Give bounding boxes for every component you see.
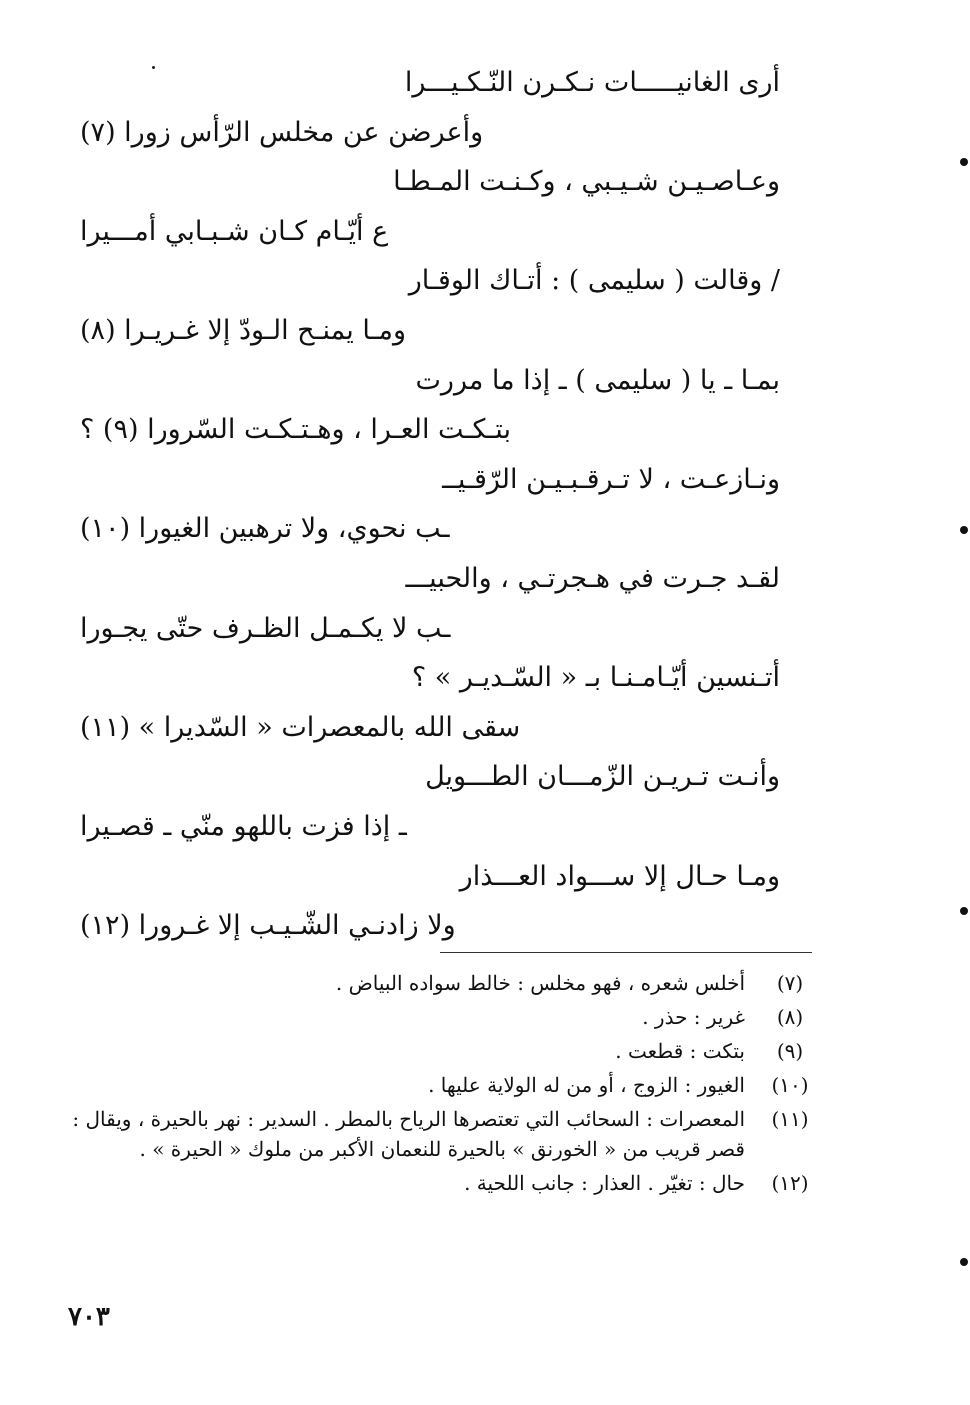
footnote-item xyxy=(55,1036,815,1066)
margin-dot xyxy=(960,158,968,166)
verse-line xyxy=(80,554,780,604)
poem-body xyxy=(80,58,780,951)
footnote-divider xyxy=(440,952,812,953)
scan-speck xyxy=(152,66,155,69)
footnote-text: أخلس شعره ، فهو مخلس : خالط سواده البياض . xyxy=(335,971,745,995)
footnote-item xyxy=(55,968,815,998)
verse-text: ـ إذا فزت باللهو منّي ـ قصـيرا xyxy=(80,810,407,842)
footnote-number: (١٢) xyxy=(771,1171,809,1195)
verse-line xyxy=(80,256,780,306)
verse-line xyxy=(80,901,780,951)
footnote-text: بتكت : قطعت . xyxy=(615,1039,745,1063)
verse-text: وأنـت تـريـن الزّمـــان الطـــويل xyxy=(425,761,780,793)
footnote-number: (٨) xyxy=(776,1005,804,1029)
verse-text: سقى الله بالمعصرات « السّديرا » (١١) xyxy=(80,711,521,743)
verse-text: لقـد جـرت في هـجرتـي ، والحبيـــ xyxy=(405,562,780,594)
footnote-item xyxy=(55,1104,815,1164)
verse-line xyxy=(80,852,780,902)
margin-dot xyxy=(960,907,968,915)
verse-text: ع أيّـام كـان شـبـابي أمـــيرا xyxy=(80,215,389,247)
footnote-text: حال : تغيّر . العذار : جانب اللحية . xyxy=(464,1171,745,1195)
footnote-number: (١٠) xyxy=(771,1073,809,1097)
verse-line xyxy=(80,504,780,554)
verse-text: أتـنسين أيّـامـنـا بـ « السّـديـر » ؟ xyxy=(411,662,780,694)
margin-dot xyxy=(960,1258,968,1266)
verse-line xyxy=(80,356,780,406)
verse-text: وعـاصـيـن شـيـبي ، وكـنـت المـطـا xyxy=(393,166,780,198)
footnotes xyxy=(55,968,815,1202)
verse-line xyxy=(80,455,780,505)
verse-line xyxy=(80,802,780,852)
verse-text: ومـا حـال إلا ســـواد العـــذار xyxy=(459,860,780,892)
page-number: ٧٠٣ xyxy=(68,1302,110,1332)
footnote-text: الغيور : الزوج ، أو من له الولاية عليها . xyxy=(428,1073,745,1097)
margin-dot xyxy=(960,526,968,534)
verse-text: ونـازعـت ، لا تـرقـبـيـن الرّقـيــ xyxy=(442,463,780,495)
verse-text: وأعرضن عن مخلس الرّأس زورا (٧) xyxy=(80,116,484,148)
verse-line xyxy=(80,752,780,802)
verse-line xyxy=(80,604,780,654)
footnote-text: غرير : حذر . xyxy=(642,1005,745,1029)
verse-text: بتـكـت العـرا ، وهـتـكـت السّرورا (٩) ؟ xyxy=(80,414,511,446)
verse-text: ولا زادنـي الشّـيـب إلا غـرورا (١٢) xyxy=(80,910,456,942)
verse-text: أرى الغانيـــــات نـكـرن النّـكـيـــرا xyxy=(404,67,780,98)
verse-line xyxy=(80,157,780,207)
verse-line xyxy=(80,207,780,257)
verse-text: ومـا يمنـح الـودّ إلا غـريـرا (٨) xyxy=(80,314,407,346)
verse-line xyxy=(80,653,780,703)
verse-line xyxy=(80,108,780,158)
footnote-number: (١١) xyxy=(771,1107,809,1131)
verse-text: ـب نحوي، ولا ترهبين الغيورا (١٠) xyxy=(80,513,450,545)
verse-text: / وقالت ( سليمى ) : أتـاك الوقـار xyxy=(408,265,780,297)
verse-line xyxy=(80,703,780,753)
verse-text: ـب لا يكـمـل الظـرف حتّى يجـورا xyxy=(80,612,451,644)
footnote-item xyxy=(55,1002,815,1032)
footnote-text: المعصرات : السحائب التي تعتصرها الرياح بالمطر . السدير : نهر بالحيرة ، ويقال : قصر قريب من « الخورنق » بالحيرة للنعمان الأكبر من ملوك « الحيرة » . xyxy=(72,1107,745,1161)
verse-line xyxy=(80,306,780,356)
footnote-number: (٩) xyxy=(776,1039,804,1063)
footnote-item xyxy=(55,1168,815,1198)
footnote-number: (٧) xyxy=(776,971,804,995)
footnote-item xyxy=(55,1070,815,1100)
verse-line xyxy=(80,58,780,108)
verse-text: بمـا ـ يا ( سليمى ) ـ إذا ما مررت xyxy=(415,364,780,396)
verse-line xyxy=(80,405,780,455)
